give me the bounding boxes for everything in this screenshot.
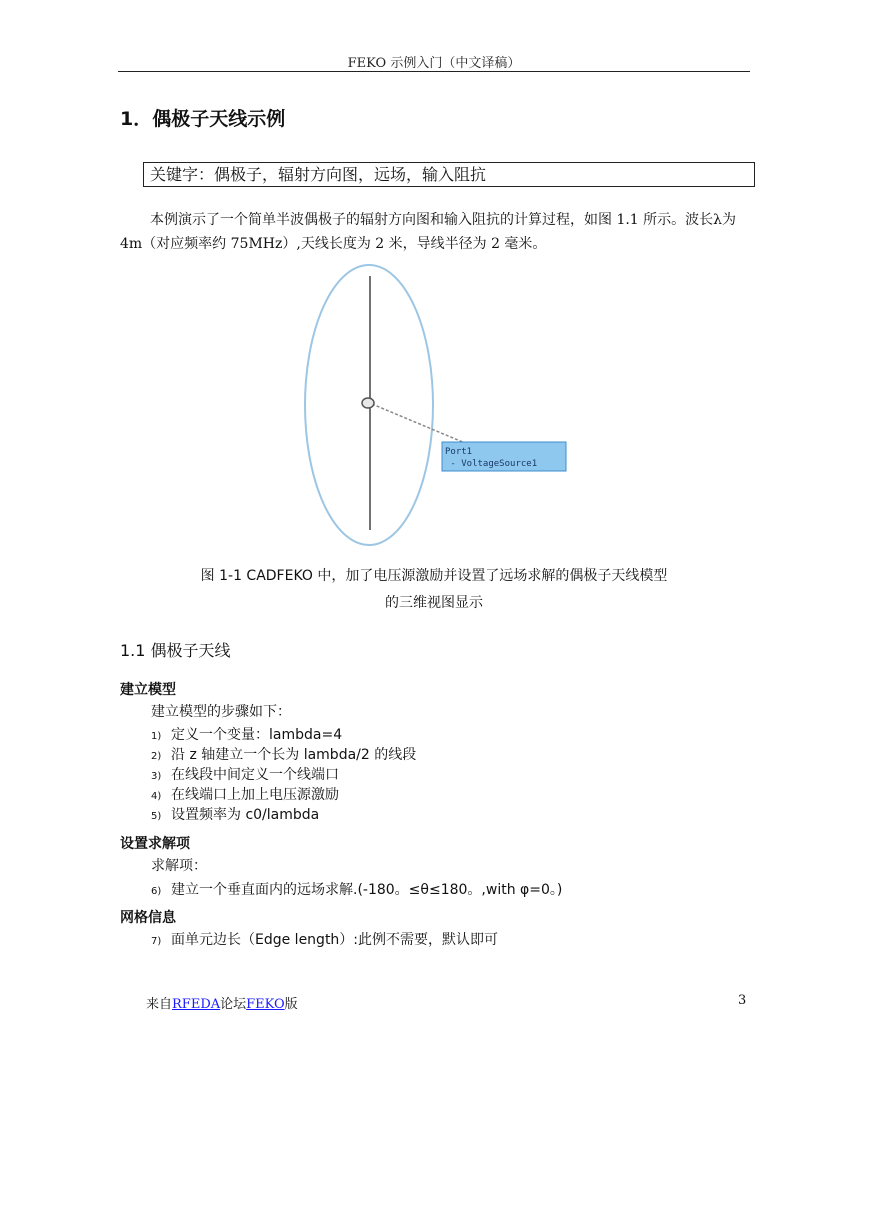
step-text: 面单元边长（Edge length）:此例不需要，默认即可: [171, 932, 499, 948]
rfeda-link[interactable]: RFEDA: [172, 997, 221, 1012]
list-item: [151, 929, 498, 949]
step-text: 设置频率为 c0/lambda: [171, 807, 320, 823]
chapter-heading: 1．偶极子天线示例: [120, 108, 286, 130]
list-item: [151, 879, 562, 899]
step-number: 4): [151, 791, 162, 802]
step-number: 1): [151, 731, 162, 742]
footer-middle: 论坛: [220, 997, 247, 1012]
feko-link[interactable]: FEKO: [246, 997, 285, 1012]
solution-intro: 求解项：: [151, 858, 207, 874]
step-text: 定义一个变量：lambda=4: [171, 727, 343, 743]
port-label-line2: - VoltageSource1: [445, 459, 538, 469]
keywords-box: 关键字：偶极子，辐射方向图，远场，输入阻抗: [143, 162, 755, 187]
list-item: [151, 804, 319, 824]
port-leader-line: [372, 404, 465, 443]
list-item: [151, 784, 339, 804]
intro-paragraph: 本例演示了一个简单半波偶极子的辐射方向图和输入阻抗的计算过程，如图 1.1 所示。波长λ为 4m（对应频率约 75MHz）,天线长度为 2 米，导线半径为 2 毫米。: [120, 212, 737, 252]
list-item: [151, 744, 416, 764]
step-text: 在线端口上加上电压源激励: [171, 787, 339, 803]
list-item: [151, 764, 339, 784]
model-intro: 建立模型的步骤如下：: [151, 704, 291, 720]
figure-caption-line2: 的三维视图显示: [385, 595, 483, 611]
list-item: [151, 724, 342, 744]
step-number: 6): [151, 886, 162, 897]
section-heading: 1.1 偶极子天线: [120, 641, 231, 660]
page-number: 3: [738, 993, 747, 1008]
port-label-line1: Port1: [445, 447, 473, 457]
dipole-figure: [300, 258, 570, 548]
step-text: 在线段中间定义一个线端口: [171, 767, 339, 783]
figure-caption-line1: 图 1-1 CADFEKO 中，加了电压源激励并设置了远场求解的偶极子天线模型: [200, 568, 668, 584]
step-number: 2): [151, 751, 162, 762]
step-number: 3): [151, 771, 162, 782]
page-footer: [146, 993, 298, 1012]
page-header: FEKO 示例入门（中文译稿）: [347, 56, 521, 71]
step-text: 沿 z 轴建立一个长为 lambda/2 的线段: [171, 747, 417, 763]
step-text: 建立一个垂直面内的远场求解.(-180。≤θ≤180。,with φ=0。): [171, 882, 563, 898]
mesh-heading: 网格信息: [120, 910, 176, 926]
port-marker: [362, 398, 374, 408]
footer-prefix: 来自: [146, 997, 173, 1012]
header-rule: [118, 71, 750, 72]
footer-suffix: 版: [284, 997, 298, 1012]
solution-heading: 设置求解项: [120, 836, 190, 852]
model-heading: 建立模型: [120, 682, 176, 698]
step-number: 7): [151, 936, 162, 947]
step-number: 5): [151, 811, 162, 822]
